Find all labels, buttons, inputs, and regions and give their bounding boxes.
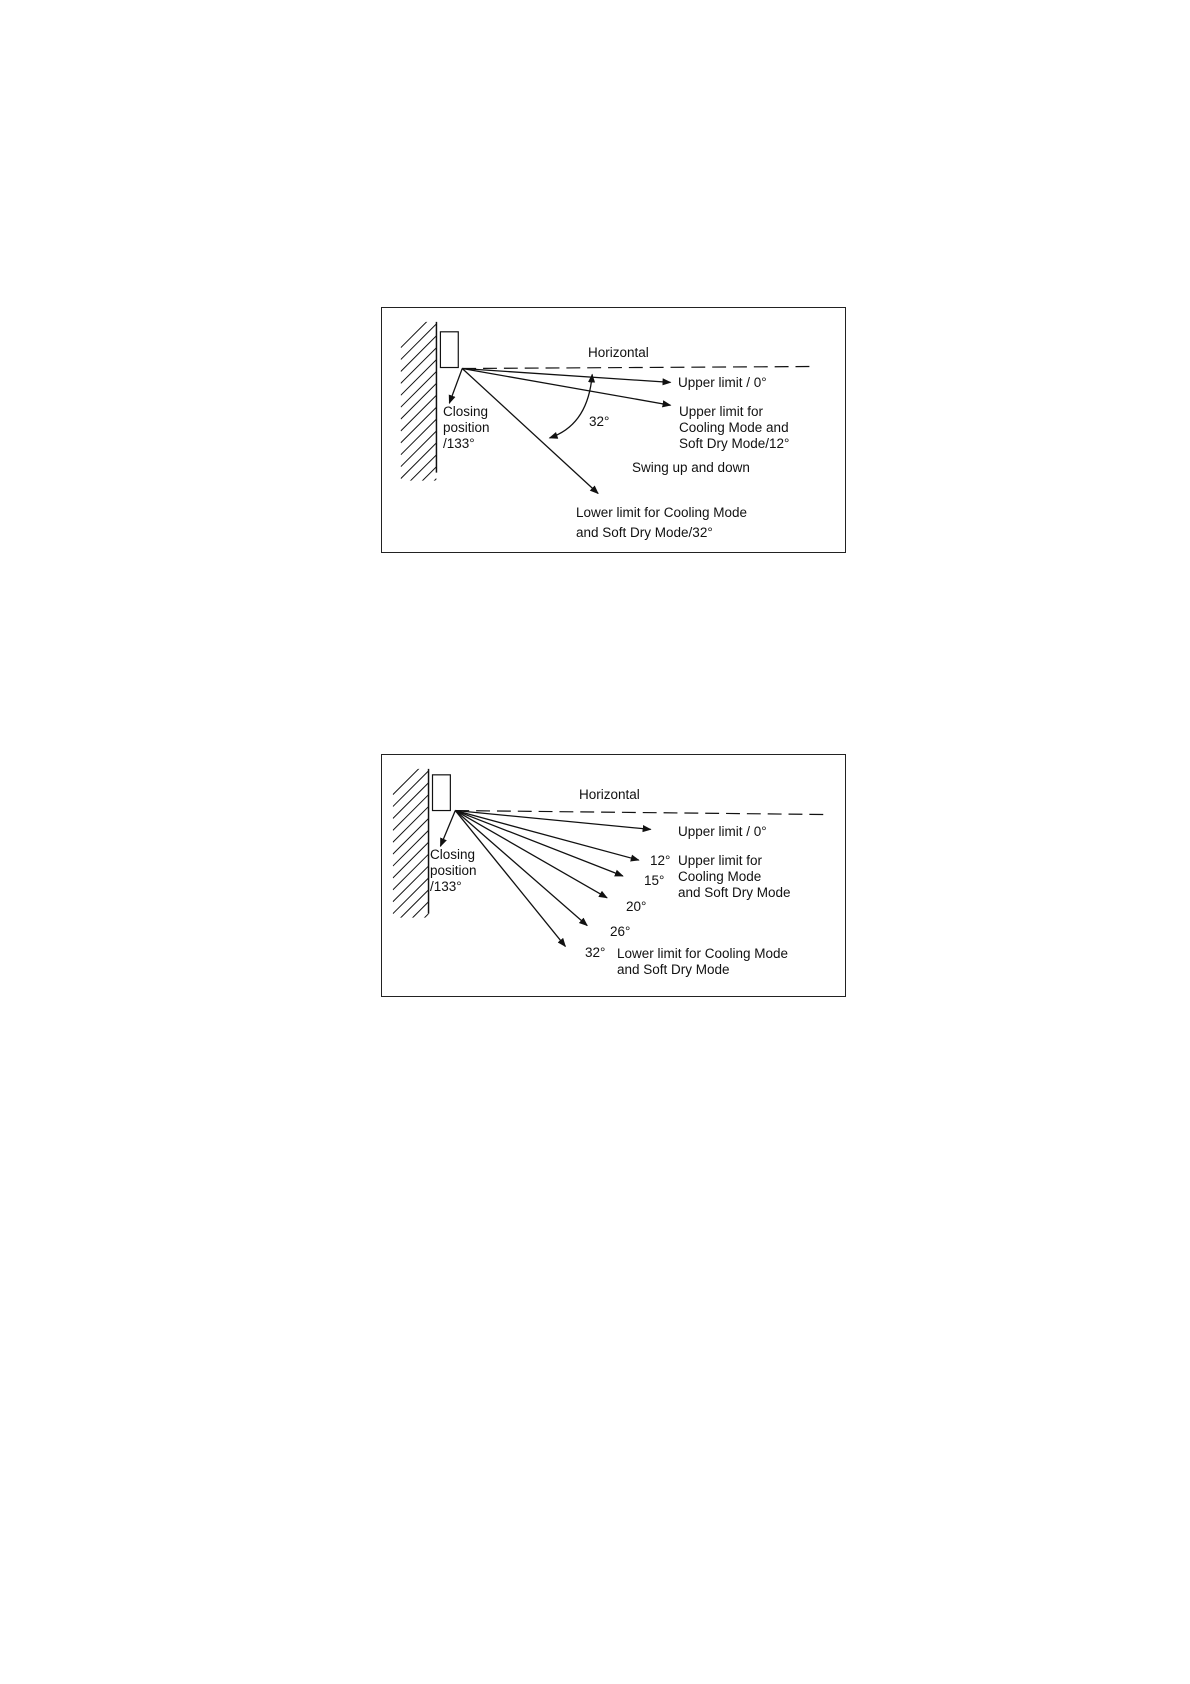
wall-hatch (401, 312, 437, 514)
upper-cooling-limit-label: Upper limit for Cooling Mode and Soft Dry Mode/12° (679, 404, 790, 451)
upper-limit-label: Upper limit / 0° (678, 375, 767, 390)
indoor-unit (440, 332, 458, 368)
angle-label-26: 26° (610, 924, 631, 939)
horizontal-label: Horizontal (588, 345, 649, 360)
horizontal-reference-line (462, 367, 809, 369)
closing-position-label: Closing position /133° (443, 404, 490, 451)
swing-arc (550, 374, 593, 437)
lower-cooling-limit-label: Lower limit for Cooling Mode and Soft Dry Mode (617, 946, 789, 977)
upper-limit-label: Upper limit / 0° (678, 824, 767, 839)
indoor-unit (433, 775, 451, 811)
angle-label-32: 32° (585, 945, 606, 960)
swing-label: Swing up and down (632, 460, 750, 475)
wall-hatch (393, 759, 429, 949)
louver-swing-diagram-1 (381, 307, 846, 553)
horizontal-reference-line (455, 811, 824, 815)
angle-label-20: 20° (626, 899, 647, 914)
closing-position-label: Closing position /133° (430, 847, 477, 894)
lower-cooling-limit-label: Lower limit for Cooling Mode and Soft Dry Mode/32° (576, 505, 748, 540)
arrow-closing-position (449, 369, 462, 404)
upper-cooling-limit-label: Upper limit for Cooling Mode and Soft Dry Mode (678, 853, 791, 900)
arrow-upper-limit (462, 369, 670, 383)
angle-label-12: 12° (650, 853, 671, 868)
arrow-0-deg (455, 811, 650, 830)
arrow-closing-position (440, 811, 455, 847)
angle-label-15: 15° (644, 873, 665, 888)
louver-angle-diagram-2 (381, 754, 846, 997)
arrow-upper-cooling-limit (462, 369, 670, 406)
horizontal-label: Horizontal (579, 787, 640, 802)
swing-angle-label: 32° (589, 414, 610, 429)
